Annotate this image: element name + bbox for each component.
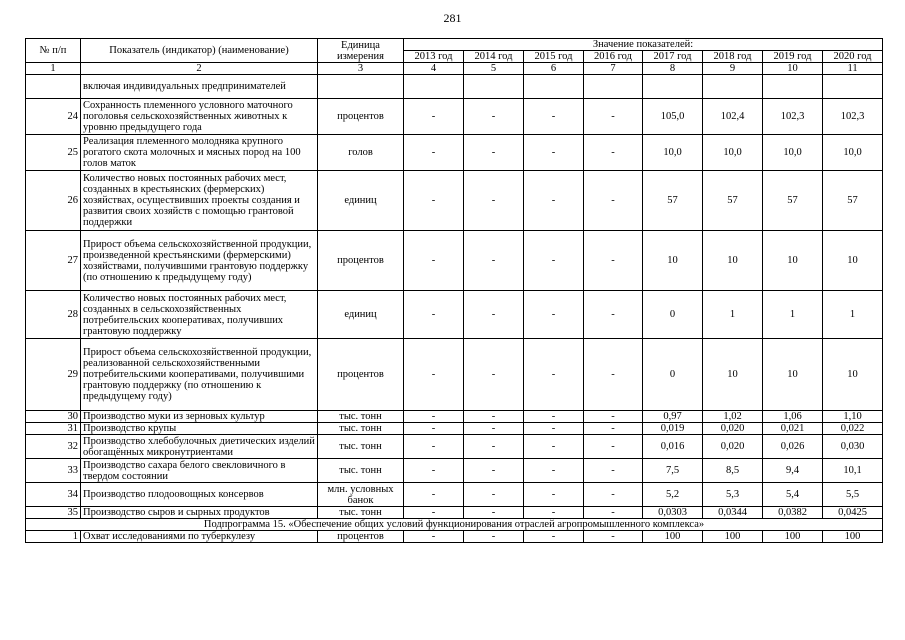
header-year: 2015 год	[524, 51, 584, 63]
value-cell: 0,030	[823, 435, 883, 459]
value-cell: -	[404, 231, 464, 291]
value-cell: 10,0	[763, 135, 823, 171]
value-cell: -	[524, 459, 584, 483]
row-number: 32	[26, 435, 81, 459]
indicator-name: Производство плодоовощных консервов	[81, 483, 318, 507]
value-cell: -	[584, 423, 643, 435]
value-cell: -	[464, 483, 524, 507]
value-cell: -	[584, 231, 643, 291]
table-row	[26, 339, 883, 411]
row-number: 30	[26, 411, 81, 423]
value-cell: -	[464, 423, 524, 435]
value-cell: 0,0382	[763, 507, 823, 519]
value-cell: 0,021	[763, 423, 823, 435]
value-cell: -	[404, 135, 464, 171]
table-row	[26, 459, 883, 483]
value-cell: 0,0344	[703, 507, 763, 519]
indicator-name: Количество новых постоянных рабочих мест, созданных в крестьянских (фермерских) хозяйствах, осуществивших проекты создания и развития своих хозяйств с помощью грантовой поддержки	[81, 171, 318, 231]
value-cell: 0,026	[763, 435, 823, 459]
value-cell: 10,0	[703, 135, 763, 171]
value-cell: 10	[703, 231, 763, 291]
value-cell: 9,4	[763, 459, 823, 483]
value-cell: -	[404, 531, 464, 543]
value-cell: 0,020	[703, 423, 763, 435]
row-number: 31	[26, 423, 81, 435]
row-number: 35	[26, 507, 81, 519]
value-cell: -	[584, 411, 643, 423]
row-number: 27	[26, 231, 81, 291]
value-cell: 100	[643, 531, 703, 543]
value-cell: 10	[643, 231, 703, 291]
indicator-name: Реализация племенного молодняка крупного рогатого скота молочных и мясных пород на 100 голов маток	[81, 135, 318, 171]
table-row	[26, 411, 883, 423]
indicator-name: Сохранность племенного условного маточного поголовья сельскохозяйственных животных к уровню предыдущего года	[81, 99, 318, 135]
value-cell: 0,97	[643, 411, 703, 423]
value-cell: -	[524, 435, 584, 459]
value-cell: 10	[823, 339, 883, 411]
row-number: 1	[26, 531, 81, 543]
value-cell: -	[464, 231, 524, 291]
value-cell: -	[524, 531, 584, 543]
column-number: 5	[464, 63, 524, 75]
value-cell: -	[464, 507, 524, 519]
value-cell: -	[464, 291, 524, 339]
value-cell: -	[524, 411, 584, 423]
value-cell: -	[524, 507, 584, 519]
value-cell: -	[464, 171, 524, 231]
row-number: 24	[26, 99, 81, 135]
value-cell: -	[404, 291, 464, 339]
value-cell: 0,0425	[823, 507, 883, 519]
column-number: 11	[823, 63, 883, 75]
column-number: 6	[524, 63, 584, 75]
column-number: 4	[404, 63, 464, 75]
value-cell: -	[524, 423, 584, 435]
header-unit: Единица измерения	[318, 39, 404, 63]
value-cell: -	[584, 99, 643, 135]
row-number: 34	[26, 483, 81, 507]
table-row	[26, 75, 883, 99]
table-row	[26, 231, 883, 291]
value-cell: -	[464, 531, 524, 543]
table-row	[26, 483, 883, 507]
unit-cell: процентов	[318, 231, 404, 291]
value-cell: 10,0	[823, 135, 883, 171]
indicator-name: Количество новых постоянных рабочих мест, созданных в сельскохозяйственных потребительских кооперативах, получивших грантовую поддержку	[81, 291, 318, 339]
table-body	[26, 75, 883, 543]
column-number: 7	[584, 63, 643, 75]
column-number: 3	[318, 63, 404, 75]
value-cell: 10,0	[643, 135, 703, 171]
value-cell: -	[524, 135, 584, 171]
header-year: 2018 год	[703, 51, 763, 63]
value-cell: 1,10	[823, 411, 883, 423]
header-year: 2019 год	[763, 51, 823, 63]
column-number: 2	[81, 63, 318, 75]
value-cell: -	[464, 99, 524, 135]
value-cell: -	[404, 435, 464, 459]
row-number: 29	[26, 339, 81, 411]
unit-cell: процентов	[318, 531, 404, 543]
table-row	[26, 435, 883, 459]
indicators-table	[25, 38, 883, 543]
header-year: 2014 год	[464, 51, 524, 63]
value-cell: -	[524, 231, 584, 291]
unit-cell: процентов	[318, 99, 404, 135]
indicator-name: Прирост объема сельскохозяйственной продукции, реализованной сельскохозяйственными потребительскими кооперативами, получившими грантовую поддержку (по отношению к предыдущему году)	[81, 339, 318, 411]
value-cell: 0	[643, 291, 703, 339]
value-cell: -	[524, 291, 584, 339]
header-indicator: Показатель (индикатор) (наименование)	[81, 39, 318, 63]
value-cell: 100	[763, 531, 823, 543]
value-cell: -	[464, 339, 524, 411]
value-cell: 1	[823, 291, 883, 339]
value-cell: 10	[703, 339, 763, 411]
value-cell: 10	[823, 231, 883, 291]
indicator-name: Производство муки из зерновых культур	[81, 411, 318, 423]
header-year: 2013 год	[404, 51, 464, 63]
unit-cell: тыс. тонн	[318, 411, 404, 423]
value-cell: 5,3	[703, 483, 763, 507]
value-cell: -	[524, 99, 584, 135]
unit-cell: млн. условных банок	[318, 483, 404, 507]
value-cell: -	[404, 483, 464, 507]
table-row	[26, 291, 883, 339]
column-number: 9	[703, 63, 763, 75]
subprogram-row	[26, 519, 883, 531]
value-cell: -	[404, 339, 464, 411]
column-numbers-row	[26, 63, 883, 75]
value-cell: 57	[643, 171, 703, 231]
indicator-name: Производство сыров и сырных продуктов	[81, 507, 318, 519]
page-number: 281	[443, 11, 462, 25]
value-cell: -	[404, 171, 464, 231]
column-number: 10	[763, 63, 823, 75]
value-cell: -	[584, 291, 643, 339]
value-cell: 8,5	[703, 459, 763, 483]
value-cell: -	[584, 135, 643, 171]
value-cell: 0,019	[643, 423, 703, 435]
header-values: Значение показателей:	[404, 39, 883, 51]
value-cell: 5,2	[643, 483, 703, 507]
unit-cell: голов	[318, 135, 404, 171]
value-cell: 7,5	[643, 459, 703, 483]
value-cell: 0,022	[823, 423, 883, 435]
value-cell: 10,1	[823, 459, 883, 483]
value-cell: 0,020	[703, 435, 763, 459]
value-cell: -	[524, 483, 584, 507]
value-cell: -	[524, 171, 584, 231]
row-number: 25	[26, 135, 81, 171]
value-cell: -	[464, 135, 524, 171]
value-cell: 1,06	[763, 411, 823, 423]
value-cell: -	[404, 423, 464, 435]
header-num: № п/п	[26, 39, 81, 63]
value-cell: -	[524, 339, 584, 411]
indicator-name: Производство сахара белого свекловичного в твердом состоянии	[81, 459, 318, 483]
value-cell: 57	[703, 171, 763, 231]
subprogram-title: Подпрограмма 15. «Обеспечение общих условий функционирования отраслей агропромышленного комплекса»	[26, 519, 883, 531]
value-cell: 100	[823, 531, 883, 543]
value-cell: 0,0303	[643, 507, 703, 519]
value-cell: -	[464, 435, 524, 459]
value-cell: -	[404, 507, 464, 519]
value-cell: 5,4	[763, 483, 823, 507]
value-cell: -	[404, 411, 464, 423]
row-number: 26	[26, 171, 81, 231]
header-year: 2020 год	[823, 51, 883, 63]
unit-cell: процентов	[318, 339, 404, 411]
unit-cell: единиц	[318, 171, 404, 231]
value-cell: 5,5	[823, 483, 883, 507]
value-cell: 10	[763, 339, 823, 411]
table-row	[26, 135, 883, 171]
table-row	[26, 99, 883, 135]
table-row	[26, 171, 883, 231]
value-cell: 102,4	[703, 99, 763, 135]
value-cell: -	[584, 531, 643, 543]
value-cell: -	[584, 435, 643, 459]
value-cell: 10	[763, 231, 823, 291]
value-cell: -	[584, 171, 643, 231]
unit-cell: тыс. тонн	[318, 459, 404, 483]
value-cell: 1	[763, 291, 823, 339]
value-cell: -	[584, 507, 643, 519]
value-cell: 105,0	[643, 99, 703, 135]
unit-cell: тыс. тонн	[318, 435, 404, 459]
indicator-name: Производство крупы	[81, 423, 318, 435]
header-year: 2017 год	[643, 51, 703, 63]
unit-cell: единиц	[318, 291, 404, 339]
table-row	[26, 423, 883, 435]
value-cell: 102,3	[823, 99, 883, 135]
row-number: 28	[26, 291, 81, 339]
table-row	[26, 531, 883, 543]
unit-cell: тыс. тонн	[318, 423, 404, 435]
value-cell: -	[464, 459, 524, 483]
value-cell: 57	[763, 171, 823, 231]
indicator-name: Прирост объема сельскохозяйственной продукции, произведенной крестьянскими (фермерскими) хозяйствами, получившими грантовую поддержку (по отношению к предыдущему году)	[81, 231, 318, 291]
value-cell: -	[464, 411, 524, 423]
value-cell: 57	[823, 171, 883, 231]
value-cell: -	[584, 483, 643, 507]
value-cell: -	[584, 339, 643, 411]
header-year: 2016 год	[584, 51, 643, 63]
indicator-name: включая индивидуальных предпринимателей	[81, 75, 318, 99]
unit-cell: тыс. тонн	[318, 507, 404, 519]
value-cell: 0,016	[643, 435, 703, 459]
value-cell: 1	[703, 291, 763, 339]
value-cell: 100	[703, 531, 763, 543]
value-cell: 0	[643, 339, 703, 411]
value-cell: -	[584, 459, 643, 483]
table-row	[26, 507, 883, 519]
indicator-name: Охват исследованиями по туберкулезу	[81, 531, 318, 543]
row-number: 33	[26, 459, 81, 483]
indicator-name: Производство хлебобулочных диетических изделий обогащённых микронутриентами	[81, 435, 318, 459]
column-number: 8	[643, 63, 703, 75]
column-number: 1	[26, 63, 81, 75]
value-cell: -	[404, 99, 464, 135]
value-cell: 1,02	[703, 411, 763, 423]
value-cell: 102,3	[763, 99, 823, 135]
value-cell: -	[404, 459, 464, 483]
